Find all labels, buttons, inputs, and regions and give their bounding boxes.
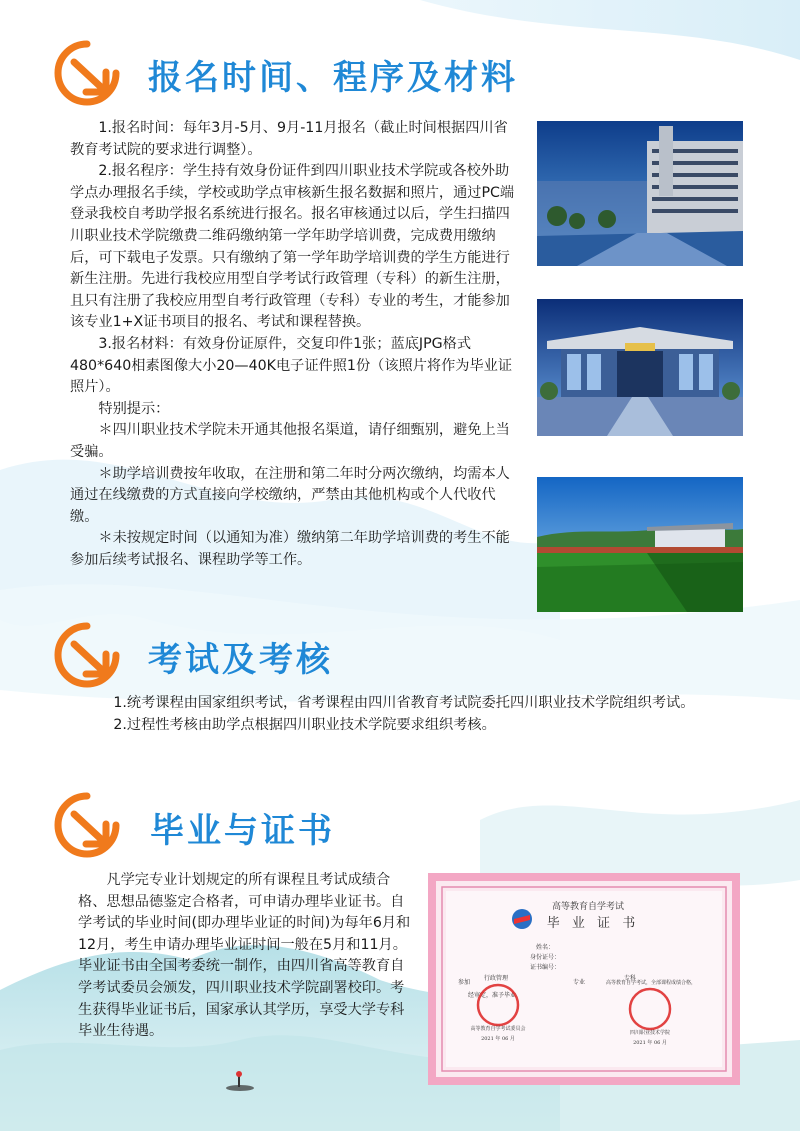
graduation-text [78,870,415,1043]
section-title-registration: 报名时间、程序及材料 [148,58,518,98]
section-arrow-icon [52,38,122,108]
registration-materials: 3.报名材料：有效身份证原件，交复印件1张；蓝底JPG格式480*640相素图像大小20—40K电子证件照1份（该照片将作为毕业证照片）。 [70,335,513,396]
graduation-description: 凡学完专业计划规定的所有课程且考试成绩合格、思想品德鉴定合格者，可申请办理毕业证书。自学考试的毕业时间(即办理毕业证的时间)为每年6月和12月，考生申请办理毕业证时间一般在5月和11月。毕业证书由全国考委统一制作，由四川省高等教育自学考试委员会颁发，四川职业技术学院副署校印。考生获得毕业证书后，国家承认其学历，享受大学专科毕业生待遇。 [78,872,411,1040]
cert-major: 行政管理 [484,975,509,982]
cert-title: 毕 业 证 书 [546,916,640,931]
cert-school: 四川职业技术学院 [629,1030,671,1036]
cert-header: 高等教育自学考试 [551,902,625,912]
cert-number-label: 证书编号： [530,964,561,971]
cert-date-left: 2021 年 06 月 [481,1036,515,1042]
registration-time: 1.报名时间：每年3月-5月、9月-11月报名（截止时间根据四川省教育考试院的要求进行调整）。 [70,120,508,158]
notice-item: ＊四川职业技术学院未开通其他报名渠道，请仔细甄别，避免上当受骗。 [70,422,510,460]
notice-item: ＊助学培训费按年收取，在注册和第二年时分两次缴纳，均需本人通过在线缴费的方式直接向学校缴纳，严禁由其他机构或个人代收代缴。 [70,465,510,525]
section-arrow-icon [52,790,122,860]
registration-procedure: 2.报名程序：学生持有效身份证件到四川职业技术学院或各校外助学点办理报名手续，学校或助学点审核新生报名数据和照片，通过PC端登录我校自考助学报名系统进行报名。报名审核通过以后，学生扫描四川职业技术学院缴费二维码缴纳第一学年助学培训费，完成费用缴纳后，可下载电子发票。只有缴纳了第一学年助学培训费的学生方能进行新生注册。先进行我校应用型自学考试行政管理（专科）的新生注册，且只有注册了我校应用型自考行政管理（专科）专业的考生，才能参加该专业1+X证书项目的报名、考试和课程替换。 [70,163,515,331]
section-title-graduation: 毕业与证书 [150,811,335,851]
exam-process-assessment: 2.过程性考核由助学点根据四川职业技术学院要求组织考核。 [113,716,496,733]
registration-text [70,118,520,571]
exam-text [85,693,750,736]
special-notice-label: 特别提示： [98,400,170,417]
cert-name-label: 姓名： [536,944,555,951]
cert-attend: 参加 [458,979,471,986]
cert-emblem-icon [512,909,532,929]
cert-id-label: 身份证号： [530,954,561,961]
cert-body: 高等教育自学考试，全部课程成绩合格， [606,980,697,986]
exam-unified: 1.统考课程由国家组织考试，省考课程由四川省教育考试院委托四川职业技术学院组织考试。 [113,695,695,711]
graduation-certificate-image [428,873,740,1085]
section-arrow-icon [52,620,122,690]
cert-specialty: 专业 [573,979,586,986]
section-title-exams: 考试及考核 [148,640,333,680]
notice-item: ＊未按规定时间（以通知为准）缴纳第二年助学培训费的考生不能参加后续考试报名、课程助学等工作。 [70,530,510,568]
sports-field-photo [537,477,743,612]
campus-hall-photo [537,299,743,436]
cert-date-right: 2021 年 06 月 [633,1040,667,1046]
cert-approve: 经审定，准予毕业 [468,992,517,999]
campus-building-photo [537,121,743,266]
cert-level: 专科 [624,975,637,982]
cert-issuer: 高等教育自学考试委员会 [470,1026,526,1032]
